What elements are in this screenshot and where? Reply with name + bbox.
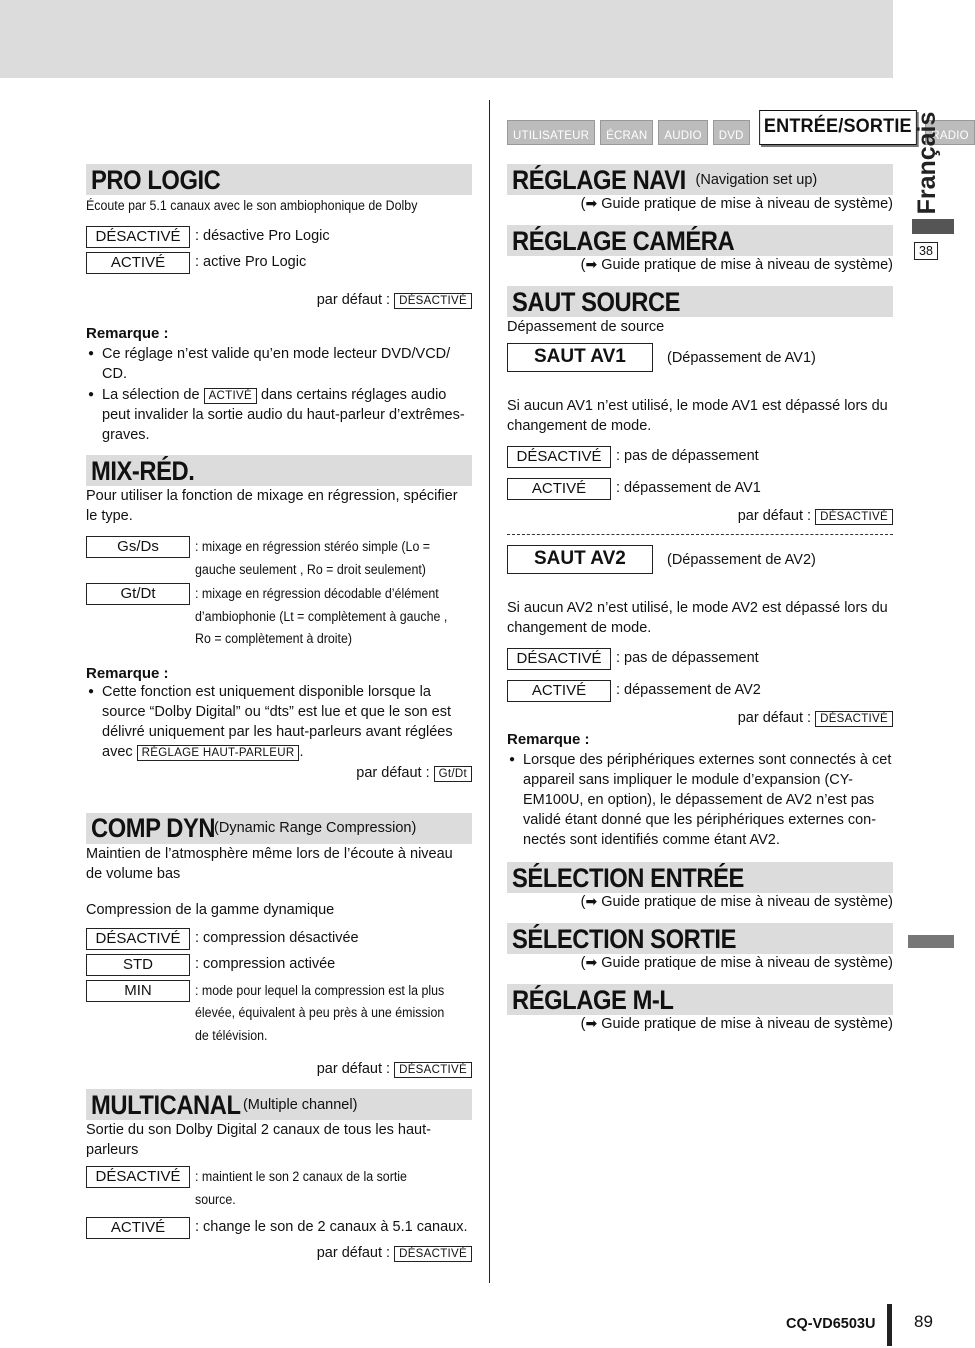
column-divider [489, 100, 490, 1283]
guide-reference: (➡ Guide pratique de mise à niveau de système) [580, 1015, 893, 1032]
guide-reference: (➡ Guide pratique de mise à niveau de système) [580, 893, 893, 910]
tab-ecran[interactable]: ÉCRAN [600, 120, 653, 145]
option-row [507, 446, 893, 468]
remark-list [86, 682, 472, 762]
default-value: par défaut : DÉSACTIVÉ [86, 1243, 472, 1263]
option-row [86, 583, 472, 651]
remark-item: ● Cette fonction est uniquement disponible lorsque la source “Dolby Digital” ou “dts” est lue et que le son est délivré uniquement par les haut-parleurs avant réglées avec RÉGLAGE HAUT-PARLEUR . [102, 682, 472, 762]
default-tag: DÉSACTIVÉ [815, 711, 893, 727]
option-label: ACTIVÉ [86, 1217, 190, 1239]
language-marker [912, 219, 954, 234]
section-title: RÉGLAGE NAVI [512, 164, 686, 195]
section-header-comp-dyn [86, 813, 472, 844]
section-intro-2: Compression de la gamme dynamique [86, 901, 335, 918]
saut-av1-note: (Dépassement de AV1) [667, 349, 816, 366]
section-header-navi [507, 164, 893, 195]
remark-item: ● La sélection de ACTIVÉ dans certains réglages audio peut invalider la sortie audio du haut-parleur d’extrêmes-graves. [102, 385, 472, 445]
section-intro: Écoute par 5.1 canaux avec le son ambiophonique de Dolby [86, 198, 418, 213]
option-desc: : pas de dépassement [616, 448, 759, 464]
option-label: MIN [86, 980, 190, 1002]
default-value: par défaut : DÉSACTIVÉ [507, 506, 893, 526]
option-row [86, 1217, 472, 1239]
option-row [507, 478, 893, 500]
option-row [86, 928, 472, 950]
section-title: SÉLECTION ENTRÉE [512, 862, 744, 893]
saut-av1-label: SAUT AV1 [507, 343, 653, 372]
option-desc: : mixage en régression stéréo simple (Lo = gauche seulement , Ro = droit seulement) [195, 539, 431, 577]
footer-bar [887, 1304, 892, 1346]
saut-av2-note: (Dépassement de AV2) [667, 551, 816, 568]
option-desc: : dépassement de AV2 [616, 682, 761, 698]
section-header-camera [507, 225, 893, 256]
side-marker [908, 935, 954, 948]
option-row [86, 954, 472, 976]
section-title: RÉGLAGE M-L [512, 984, 674, 1015]
option-label: ACTIVÉ [86, 252, 190, 274]
section-header-saut-source [507, 286, 893, 317]
saut-av1-text: Si aucun AV1 n’est utilisé, le mode AV1 est dépassé lors du changement de mode. [507, 398, 888, 434]
section-title: PRO LOGIC [91, 164, 221, 195]
section-intro: Dépassement de source [507, 319, 665, 335]
option-desc: : compression désactivée [195, 929, 359, 946]
section-header-reglage-ml [507, 984, 893, 1015]
section-title: RÉGLAGE CAMÉRA [512, 225, 735, 256]
arrow-right-icon: ➡ [585, 893, 598, 909]
section-title: COMP DYN [91, 813, 216, 843]
remark-title: Remarque : [507, 731, 590, 748]
option-row [507, 680, 893, 702]
arrow-right-icon: ➡ [585, 954, 598, 970]
saut-av2-row [507, 545, 893, 574]
left-column [86, 164, 472, 1271]
section-header-selection-sortie [507, 923, 893, 954]
inline-tag: RÉGLAGE HAUT-PARLEUR [137, 745, 300, 761]
section-header-multicanal [86, 1089, 472, 1120]
menu-tabs [507, 110, 969, 145]
side-page-ref: 38 [914, 242, 938, 260]
tab-radio[interactable]: RADIO [925, 120, 974, 145]
saut-av2-label: SAUT AV2 [507, 545, 653, 574]
option-desc: : mode pour lequel la compression est la plus élevée, équivalent à peu près à une émission de télévision. [195, 982, 445, 1043]
option-desc: : compression activée [195, 955, 336, 972]
tab-utilisateur[interactable]: UTILISATEUR [507, 120, 595, 145]
section-title: MIX-RÉD. [91, 455, 195, 486]
option-label: ACTIVÉ [507, 478, 611, 500]
section-header-pro-logic [86, 164, 472, 195]
inline-tag: ACTIVÉ [204, 388, 257, 404]
option-row [86, 226, 472, 248]
remark-list [507, 750, 893, 850]
option-desc: : mixage en régression décodable d’élément d’ambiophonie (Lt = complètement à gauche , Ro = complètement à droite) [195, 586, 448, 646]
tab-audio[interactable]: AUDIO [658, 120, 707, 145]
section-subtitle: (Navigation set up) [695, 171, 818, 188]
remark-title: Remarque : [86, 325, 169, 342]
tab-entree-sortie[interactable]: ENTRÉE/SORTIE [759, 110, 916, 145]
option-row [86, 980, 472, 1048]
arrow-right-icon: ➡ [585, 195, 598, 211]
saut-av2-text: Si aucun AV2 n’est utilisé, le mode AV2 est dépassé lors du changement de mode. [507, 600, 888, 636]
default-value: par défaut : DÉSACTIVÉ [86, 1059, 472, 1079]
section-intro: Sortie du son Dolby Digital 2 canaux de tous les haut-parleurs [86, 1122, 431, 1158]
arrow-right-icon: ➡ [585, 1015, 598, 1031]
guide-reference: (➡ Guide pratique de mise à niveau de système) [580, 954, 893, 971]
header-band [0, 0, 893, 78]
option-desc: : dépassement de AV1 [616, 480, 761, 496]
section-intro: Pour utiliser la fonction de mixage en régression, spécifier le type. [86, 488, 458, 524]
remark-title: Remarque : [86, 664, 169, 682]
default-tag: DÉSACTIVÉ [815, 509, 893, 525]
default-tag: DÉSACTIVÉ [394, 293, 472, 309]
option-row [86, 252, 472, 274]
remark-item: ● Lorsque des périphériques externes sont connectés à cet appareil sans impliquer le module d’expansion (CY-EM100U, en option), le dépassement de AV2 n’est pas validé étant donné que les périphériques externes con- nectés sont identifiés comme étant AV2. [523, 750, 893, 850]
default-tag: DÉSACTIVÉ [394, 1062, 472, 1078]
option-label: DÉSACTIVÉ [507, 446, 611, 468]
section-title: SÉLECTION SORTIE [512, 923, 736, 954]
option-desc: : pas de dépassement [616, 650, 759, 666]
option-label: DÉSACTIVÉ [86, 1166, 190, 1188]
option-desc: : active Pro Logic [195, 254, 307, 270]
guide-reference: (➡ Guide pratique de mise à niveau de système) [580, 256, 893, 273]
remark-item: ● Ce réglage n’est valide qu’en mode lecteur DVD/VCD/ CD. [102, 344, 472, 384]
option-label: DÉSACTIVÉ [507, 648, 611, 670]
model-number: CQ-VD6503U [786, 1316, 876, 1332]
option-label: Gs/Ds [86, 536, 190, 558]
option-row [86, 536, 472, 581]
default-value: par défaut : DÉSACTIVÉ [507, 708, 893, 728]
page-number: 89 [914, 1312, 933, 1331]
default-tag: Gt/Dt [434, 766, 472, 782]
option-desc: : désactive Pro Logic [195, 228, 330, 244]
option-row [86, 1166, 472, 1211]
section-header-mix [86, 455, 472, 486]
default-value: par défaut : Gt/Dt [86, 763, 472, 783]
option-label: DÉSACTIVÉ [86, 226, 190, 248]
option-label: ACTIVÉ [507, 680, 611, 702]
saut-av1-row [507, 343, 893, 372]
option-desc: : change le son de 2 canaux à 5.1 canaux. [195, 1219, 468, 1235]
option-label: Gt/Dt [86, 583, 190, 605]
section-title: SAUT SOURCE [512, 286, 681, 317]
default-value: par défaut : DÉSACTIVÉ [86, 290, 472, 310]
section-intro: Maintien de l’atmosphère même lors de l’écoute à niveau de volume bas [86, 845, 453, 882]
option-label: STD [86, 954, 190, 976]
option-row [507, 648, 893, 670]
language-label: Français [913, 111, 941, 215]
guide-reference: (➡ Guide pratique de mise à niveau de système) [580, 195, 893, 212]
remark-list [86, 344, 472, 445]
default-tag: DÉSACTIVÉ [394, 1246, 472, 1262]
section-subtitle: (Dynamic Range Compression) [214, 820, 417, 836]
tab-dvd[interactable]: DVD [713, 120, 750, 145]
arrow-right-icon: ➡ [585, 256, 598, 272]
option-desc: : maintient le son 2 canaux de la sortie source. [195, 1169, 407, 1207]
section-header-selection-entree [507, 862, 893, 893]
dashed-separator [507, 534, 893, 535]
section-subtitle: (Multiple channel) [242, 1096, 358, 1113]
option-label: DÉSACTIVÉ [86, 928, 190, 950]
section-title: MULTICANAL [91, 1089, 241, 1120]
